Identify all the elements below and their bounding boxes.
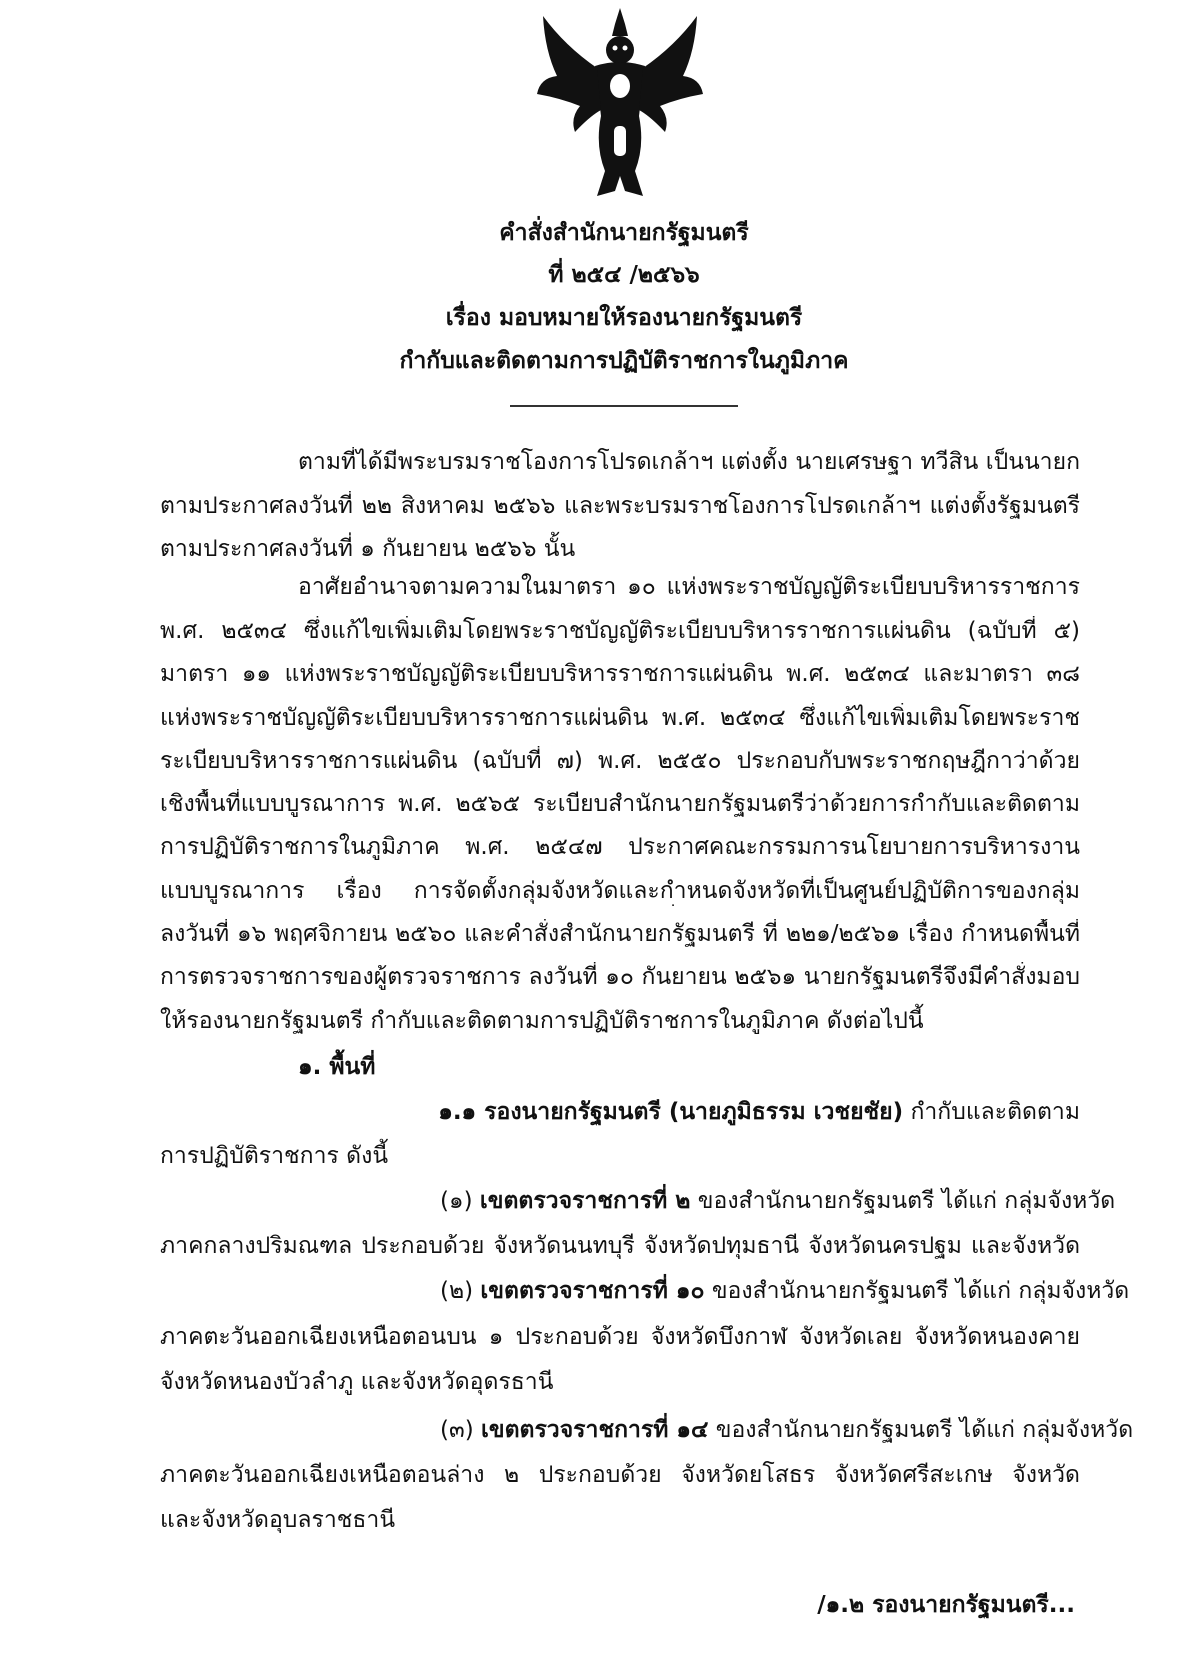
item-3 [440, 1415, 1134, 1445]
paragraph-2-line: การปฏิบัติราชการในภูมิภาค พ.ศ. ๒๕๔๗ ประกาศคณะกรรมการนโยบายการบริหารงาน [160, 834, 1080, 860]
item-number: (๑) [440, 1188, 480, 1214]
item-zone: เขตตรวจราชการที่ ๒ [479, 1188, 691, 1214]
paragraph-2-line: แห่งพระราชบัญญัติระเบียบบริหารราชการแผ่นดิน พ.ศ. ๒๕๓๔ ซึ่งแก้ไขเพิ่มเติมโดยพระราช [160, 705, 1080, 731]
item-2-line: ภาคตะวันออกเฉียงเหนือตอนบน ๑ ประกอบด้วย จังหวัดบึงกาฬ จังหวัดเลย จังหวัดหนองคาย [160, 1324, 1080, 1350]
paragraph-1-line: ตามประกาศลงวันที่ ๒๒ สิงหาคม ๒๕๖๖ และพระบรมราชโองการโปรดเกล้าฯ แต่งตั้งรัฐมนตรี [160, 493, 1080, 519]
paragraph-1-line: ตามประกาศลงวันที่ ๑ กันยายน ๒๕๖๖ นั้น [160, 536, 576, 562]
paragraph-2-line: ระเบียบบริหารราชการแผ่นดิน (ฉบับที่ ๗) พ.ศ. ๒๕๕๐ ประกอบกับพระราชกฤษฎีกาว่าด้วย [160, 748, 1080, 774]
item-1 [440, 1186, 1116, 1216]
paragraph-2-line: เชิงพื้นที่แบบบูรณาการ พ.ศ. ๒๕๖๕ ระเบียบสำนักนายกรัฐมนตรีว่าด้วยการกำกับและติดตาม [160, 791, 1080, 817]
subsection-1-1-text: กำกับและติดตาม [903, 1099, 1080, 1125]
item-text: ของสำนักนายกรัฐมนตรี ได้แก่ กลุ่มจังหวัด [708, 1417, 1134, 1443]
item-text: ของสำนักนายกรัฐมนตรี ได้แก่ กลุ่มจังหวัด [704, 1278, 1130, 1304]
garuda-emblem [535, 6, 705, 202]
subject-line-2: กำกับและติดตามการปฏิบัติราชการในภูมิภาค [399, 348, 849, 374]
item-2-line: จังหวัดหนองบัวลำภู และจังหวัดอุดรธานี [160, 1369, 554, 1395]
subsection-1-1 [395, 1097, 1080, 1127]
item-3-line: ภาคตะวันออกเฉียงเหนือตอนล่าง ๒ ประกอบด้วย จังหวัดยโสธร จังหวัดศรีสะเกษ จังหวัด [160, 1462, 1080, 1488]
item-2 [440, 1276, 1130, 1306]
document-title: คำสั่งสำนักนายกรัฐมนตรี [499, 220, 749, 246]
paragraph-2-line: มาตรา ๑๑ แห่งพระราชบัญญัติระเบียบบริหารราชการแผ่นดิน พ.ศ. ๒๕๓๔ และมาตรา ๓๘ [160, 661, 1080, 687]
subsection-1-1-line: การปฏิบัติราชการ ดังนี้ [160, 1143, 389, 1169]
title-divider [510, 405, 738, 407]
subject-line-1: เรื่อง มอบหมายให้รองนายกรัฐมนตรี [445, 305, 803, 331]
item-text: ของสำนักนายกรัฐมนตรี ได้แก่ กลุ่มจังหวัด [690, 1188, 1116, 1214]
subsection-1-1-heading: ๑.๑ รองนายกรัฐมนตรี (นายภูมิธรรม เวชยชัย) [438, 1099, 904, 1125]
item-zone: เขตตรวจราชการที่ ๑๔ [480, 1417, 709, 1443]
item-1-line: ภาคกลางปริมณฑล ประกอบด้วย จังหวัดนนทบุรี จังหวัดปทุมธานี จังหวัดนครปฐม และจังหวัด [160, 1233, 1080, 1259]
paragraph-2-line: พ.ศ. ๒๕๓๔ ซึ่งแก้ไขเพิ่มเติมโดยพระราชบัญญัติระเบียบบริหารราชการแผ่นดิน (ฉบับที่ ๕) [160, 618, 1080, 644]
paragraph-2-line: อาศัยอำนาจตามความในมาตรา ๑๐ แห่งพระราชบัญญัติระเบียบบริหารราชการ [298, 574, 1080, 600]
item-zone: เขตตรวจราชการที่ ๑๐ [480, 1278, 705, 1304]
paragraph-2-line: การตรวจราชการของผู้ตรวจราชการ ลงวันที่ ๑๐ กันยายน ๒๕๖๑ นายกรัฐมนตรีจึงมีคำสั่งมอบ [160, 964, 1080, 990]
paragraph-2-line: ลงวันที่ ๑๖ พฤศจิกายน ๒๕๖๐ และคำสั่งสำนักนายกรัฐมนตรี ที่ ๒๒๑/๒๕๖๑ เรื่อง กำหนดพื้นที่ [160, 921, 1080, 947]
paragraph-2-line: ให้รองนายกรัฐมนตรี กำกับและติดตามการปฏิบัติราชการในภูมิภาค ดังต่อไปนี้ [160, 1008, 924, 1034]
continuation-note: /๑.๒ รองนายกรัฐมนตรี... [817, 1592, 1075, 1618]
paragraph-2-line: แบบบูรณาการ เรื่อง การจัดตั้งกลุ่มจังหวัดและกำหนดจังหวัดที่เป็นศูนย์ปฏิบัติการของกลุ่ม [160, 878, 1080, 904]
item-number: (๓) [440, 1417, 481, 1443]
section-1-heading: ๑. พื้นที่ [298, 1054, 376, 1080]
item-number: (๒) [440, 1278, 481, 1304]
item-3-line: และจังหวัดอุบลราชธานี [160, 1507, 396, 1533]
paragraph-1-line: ตามที่ได้มีพระบรมราชโองการโปรดเกล้าฯ แต่งตั้ง นายเศรษฐา ทวีสิน เป็นนายก [298, 449, 1080, 475]
order-number: ที่ ๒๕๔ /๒๕๖๖ [548, 262, 700, 288]
